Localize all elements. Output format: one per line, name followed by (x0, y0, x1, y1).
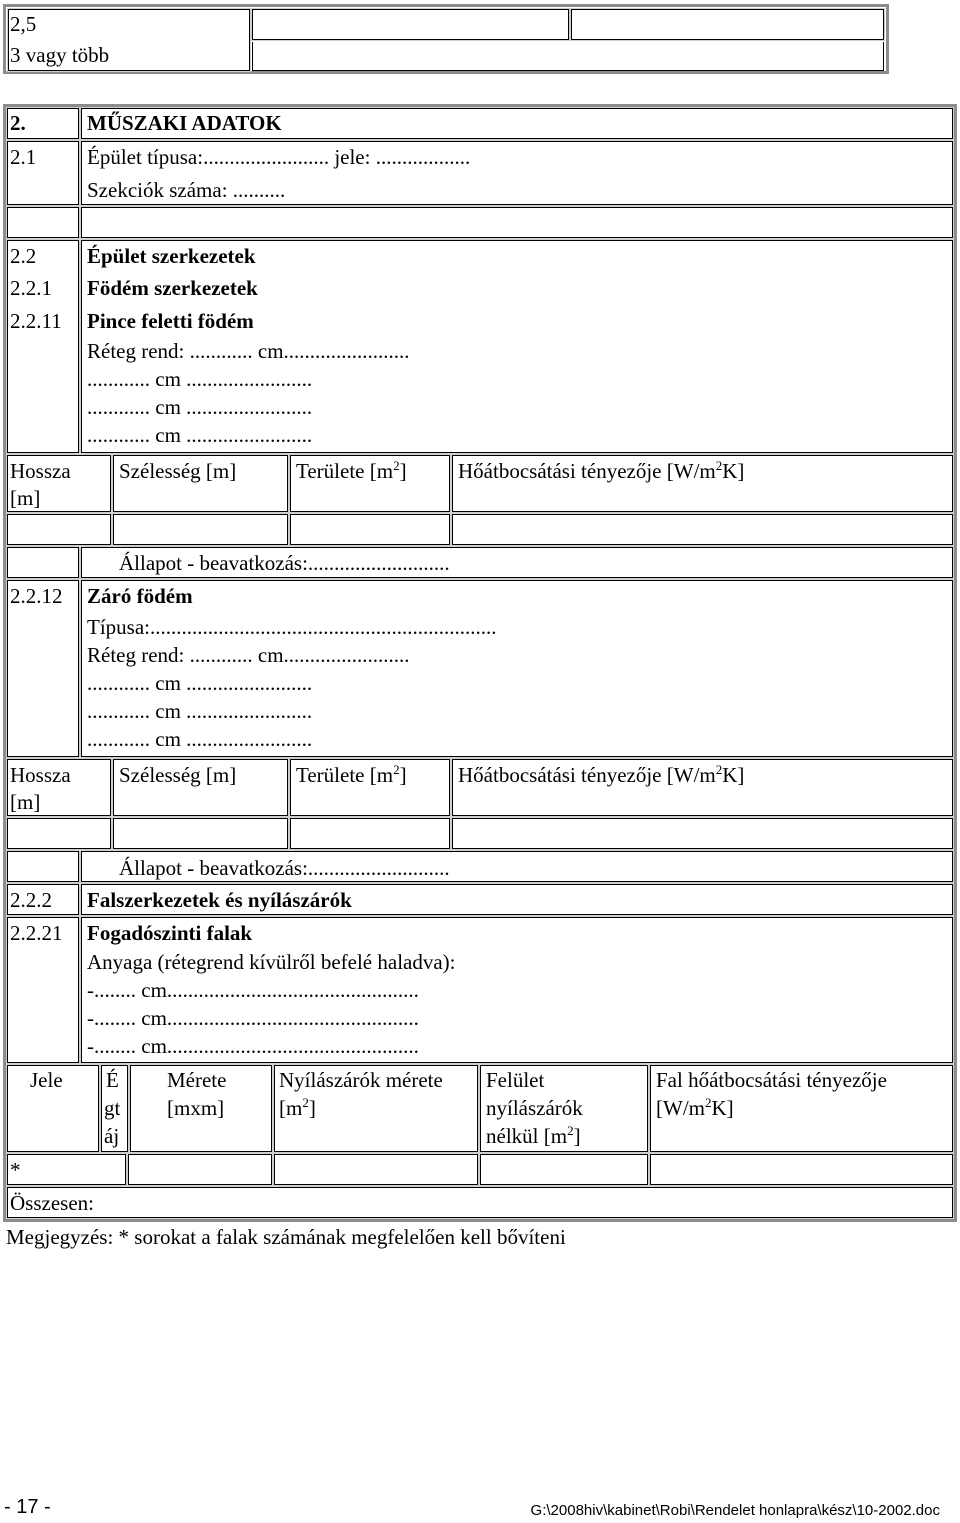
section-2211-title: Pince feletti födém (87, 309, 254, 333)
top-row1-text: 2,5 (10, 12, 37, 36)
dims2-value-width (113, 818, 288, 849)
layer-line: ............ cm ........................ (87, 395, 313, 419)
dims1-width-label: Szélesség [m] (119, 459, 237, 483)
state2-text: Állapot - beavatkozás:........................... (119, 856, 450, 880)
section-2212-title: Záró födém (87, 584, 193, 608)
material-line: -........ cm................................................ (87, 1034, 419, 1058)
dims2-length-unit: [m] (10, 790, 41, 814)
section-2-title: MŰSZAKI ADATOK (87, 111, 282, 135)
layer-line: Réteg rend: ............ cm........................ (87, 339, 410, 363)
wall-row-star: * (10, 1158, 21, 1182)
dims1-value-width (113, 514, 288, 545)
dims1-area-label: Területe $[m^2]$ (296, 458, 407, 483)
top-cell-mid (252, 9, 569, 40)
total-label: Összesen: (10, 1191, 94, 1215)
wall-h-fal-u-text: $[W/m^2K]$ (656, 1095, 734, 1120)
wall-h-fal-u-text: Fal hőátbocsátási tényezője (656, 1068, 887, 1092)
total-row (7, 1187, 953, 1218)
section-222-num: 2.2.2 (10, 888, 52, 912)
section-21-line1: Épület típusa:........................ jele: .................. (87, 145, 471, 169)
row-empty-body (81, 207, 953, 238)
wall-row-merete (128, 1154, 272, 1185)
layer-line: Típusa:.................................................................. (87, 615, 497, 639)
wall-h-jele-text: Jele (30, 1068, 63, 1092)
wall-row-fal-u (650, 1154, 953, 1185)
wall-row-felulet (480, 1154, 648, 1185)
row-22-num (7, 240, 79, 453)
dims1-length-label: Hossza (10, 459, 71, 483)
section-2212-num: 2.2.12 (10, 584, 63, 608)
layer-line: ............ cm ........................ (87, 367, 313, 391)
wall-h-egtaj-text: É (106, 1068, 119, 1092)
layer-line: ............ cm ........................ (87, 423, 313, 447)
wall-h-merete-text: Mérete (167, 1068, 227, 1092)
wall-row-nyilaszarok (274, 1154, 478, 1185)
dims1-value-length (7, 514, 111, 545)
dims2-length-label: Hossza (10, 763, 71, 787)
section-22-num: 2.2 (10, 244, 37, 268)
top-table (3, 4, 889, 74)
section-221-num: 2.2.1 (10, 276, 52, 300)
dims1-length-unit: [m] (10, 486, 41, 510)
layer-line: ............ cm ........................ (87, 671, 313, 695)
top-row2-text: 3 vagy több (10, 43, 110, 67)
top-cell-right (571, 9, 884, 40)
row-empty-num (7, 207, 79, 238)
material-line: -........ cm................................................ (87, 1006, 419, 1030)
wall-h-felulet-text: nyílászárók (486, 1096, 583, 1120)
dims1-value-u (452, 514, 953, 545)
dims2-width-label: Szélesség [m] (119, 763, 237, 787)
section-2221-title: Fogadószinti falak (87, 921, 253, 945)
wall-h-egtaj-text: áj (104, 1124, 120, 1148)
wall-h-felulet-text: Felület (486, 1068, 545, 1092)
dims2-value-area (290, 818, 450, 849)
section-222-title: Falszerkezetek és nyílászárók (87, 888, 352, 912)
material-line: -........ cm................................................ (87, 978, 419, 1002)
layer-line: ............ cm ........................ (87, 727, 313, 751)
wall-h-egtaj-text: gt (104, 1096, 121, 1120)
state1-num (7, 547, 79, 578)
material-line: Anyaga (rétegrend kívülről befelé haladva): (87, 950, 456, 974)
section-221-title: Födém szerkezetek (87, 276, 258, 300)
top-cell-mid2 (252, 42, 884, 71)
section-2221-num: 2.2.21 (10, 921, 63, 945)
section-21-num: 2.1 (10, 145, 37, 169)
page-number: - 17 - (4, 1496, 51, 1518)
state1-text: Állapot - beavatkozás:........................... (119, 551, 450, 575)
layer-line: Réteg rend: ............ cm........................ (87, 643, 410, 667)
section-2211-num: 2.2.11 (10, 309, 62, 333)
wall-row-jele (7, 1154, 126, 1185)
wall-h-merete-text: [mxm] (167, 1096, 225, 1120)
note-text: Megjegyzés: * sorokat a falak számának megfelelően kell bővíteni (6, 1225, 566, 1249)
wall-h-nyilaszarok-text: $[m^2]$ (279, 1095, 316, 1120)
section-22-title: Épület szerkezetek (87, 244, 256, 268)
dims2-u-label: Hőátbocsátási tényezője $[W/m^2K]$ (458, 762, 745, 787)
dims1-u-label: Hőátbocsátási tényezője $[W/m^2K]$ (458, 458, 745, 483)
dims1-value-area (290, 514, 450, 545)
file-path: G:\2008hiv\kabinet\Robi\Rendelet honlapra\kész\10-2002.doc (530, 1502, 940, 1519)
wall-h-felulet-text: nélkül $[m^2]$ (486, 1123, 581, 1148)
section-21-line2: Szekciók száma: .......... (87, 178, 286, 202)
section-2-num: 2. (10, 111, 26, 135)
dims2-value-length (7, 818, 111, 849)
layer-line: ............ cm ........................ (87, 699, 313, 723)
dims2-value-u (452, 818, 953, 849)
wall-h-nyilaszarok-text: Nyílászárók mérete (279, 1068, 443, 1092)
dims2-area-label: Területe $[m^2]$ (296, 762, 407, 787)
state2-num (7, 851, 79, 882)
